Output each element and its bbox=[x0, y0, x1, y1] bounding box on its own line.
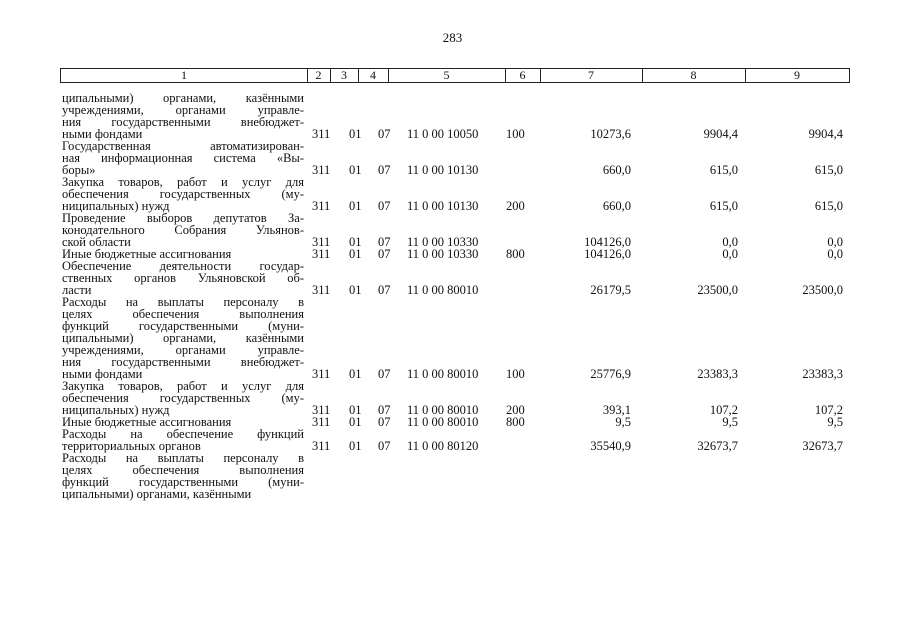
cell-c3: 01 bbox=[349, 439, 362, 453]
description-line: боры» bbox=[62, 163, 96, 177]
description-line: Расходы на обеспечение функций bbox=[62, 427, 304, 441]
table-row bbox=[0, 176, 905, 212]
table-body bbox=[0, 92, 905, 500]
cell-c6: 200 bbox=[506, 199, 525, 213]
cell-c6: 100 bbox=[506, 367, 525, 381]
description-line: Государственная автоматизирован- bbox=[62, 139, 304, 153]
cell-c5: 11 0 00 10330 bbox=[407, 247, 479, 261]
cell-c5: 11 0 00 10130 bbox=[407, 163, 479, 177]
table-row bbox=[0, 260, 905, 296]
cell-c8: 615,0 bbox=[709, 199, 738, 213]
description-line: целях обеспечения выполнения bbox=[62, 307, 304, 321]
cell-c3: 01 bbox=[349, 163, 362, 177]
description-line: Закупка товаров, работ и услуг для bbox=[62, 175, 304, 189]
description-line: функций государственными (муни- bbox=[62, 475, 304, 489]
description-line: Расходы на выплаты персоналу в bbox=[62, 295, 304, 309]
cell-c8: 9904,4 bbox=[703, 127, 738, 141]
cell-c8: 23500,0 bbox=[697, 283, 738, 297]
description-line: конодательного Собрания Ульянов- bbox=[62, 223, 304, 237]
cell-c4: 07 bbox=[378, 199, 391, 213]
description-line: обеспечения государственных (му- bbox=[62, 187, 304, 201]
description-line: функций государственными (муни- bbox=[62, 319, 304, 333]
cell-c2: 311 bbox=[312, 439, 331, 453]
header-col-1: 1 bbox=[61, 69, 308, 82]
description-line: ниципальных) нужд bbox=[62, 403, 170, 417]
cell-c9: 9,5 bbox=[827, 415, 843, 429]
cell-c8: 0,0 bbox=[722, 235, 738, 249]
cell-c5: 11 0 00 80010 bbox=[407, 403, 479, 417]
cell-c6: 800 bbox=[506, 247, 525, 261]
description-line: ными фондами bbox=[62, 127, 143, 141]
header-col-8: 8 bbox=[642, 69, 746, 82]
cell-c7: 104126,0 bbox=[584, 235, 631, 249]
cell-c9: 23500,0 bbox=[802, 283, 843, 297]
cell-c3: 01 bbox=[349, 415, 362, 429]
description-line: ная информационная система «Вы- bbox=[62, 151, 304, 165]
cell-c6: 100 bbox=[506, 127, 525, 141]
description-line: обеспечения государственных (му- bbox=[62, 391, 304, 405]
cell-c2: 311 bbox=[312, 247, 331, 261]
cell-c7: 35540,9 bbox=[590, 439, 631, 453]
cell-c7: 10273,6 bbox=[590, 127, 631, 141]
cell-c8: 107,2 bbox=[709, 403, 738, 417]
cell-c3: 01 bbox=[349, 283, 362, 297]
cell-c4: 07 bbox=[378, 163, 391, 177]
table-row bbox=[0, 428, 905, 452]
description-line: Иные бюджетные ассигнования bbox=[62, 247, 232, 261]
cell-c8: 615,0 bbox=[709, 163, 738, 177]
cell-c8: 23383,3 bbox=[697, 367, 738, 381]
table-row bbox=[0, 296, 905, 380]
cell-c6: 800 bbox=[506, 415, 525, 429]
cell-c9: 23383,3 bbox=[802, 367, 843, 381]
header-col-6: 6 bbox=[505, 69, 541, 82]
cell-c7: 9,5 bbox=[615, 415, 631, 429]
description-line: ципальными) органами, казёнными bbox=[62, 331, 304, 345]
description-line: ния государственными внебюджет- bbox=[62, 115, 304, 129]
description-line: ственных органов Ульяновской об- bbox=[62, 271, 304, 285]
cell-c3: 01 bbox=[349, 247, 362, 261]
header-col-7: 7 bbox=[540, 69, 643, 82]
cell-c8: 9,5 bbox=[722, 415, 738, 429]
cell-c5: 11 0 00 10330 bbox=[407, 235, 479, 249]
cell-c4: 07 bbox=[378, 283, 391, 297]
table-row bbox=[0, 380, 905, 416]
cell-c2: 311 bbox=[312, 163, 331, 177]
cell-c8: 32673,7 bbox=[697, 439, 738, 453]
table-row bbox=[0, 92, 905, 140]
cell-c3: 01 bbox=[349, 367, 362, 381]
cell-c2: 311 bbox=[312, 403, 331, 417]
cell-c7: 660,0 bbox=[602, 163, 631, 177]
cell-c7: 26179,5 bbox=[590, 283, 631, 297]
description-line: учреждениями, органами управле- bbox=[62, 103, 304, 117]
cell-c2: 311 bbox=[312, 235, 331, 249]
cell-c4: 07 bbox=[378, 247, 391, 261]
cell-c6: 200 bbox=[506, 403, 525, 417]
description-line: Расходы на выплаты персоналу в bbox=[62, 451, 304, 465]
cell-c9: 0,0 bbox=[827, 247, 843, 261]
cell-c5: 11 0 00 80010 bbox=[407, 283, 479, 297]
header-col-4: 4 bbox=[358, 69, 389, 82]
header-col-5: 5 bbox=[388, 69, 506, 82]
description-line: Иные бюджетные ассигнования bbox=[62, 415, 232, 429]
description-line: ния государственными внебюджет- bbox=[62, 355, 304, 369]
cell-c5: 11 0 00 80120 bbox=[407, 439, 479, 453]
description-line: ными фондами bbox=[62, 367, 143, 381]
table-row bbox=[0, 452, 905, 500]
header-col-2: 2 bbox=[307, 69, 331, 82]
cell-c7: 25776,9 bbox=[590, 367, 631, 381]
description-line: ниципальных) нужд bbox=[62, 199, 170, 213]
cell-c2: 311 bbox=[312, 127, 331, 141]
cell-c5: 11 0 00 10050 bbox=[407, 127, 479, 141]
cell-c4: 07 bbox=[378, 235, 391, 249]
cell-c7: 104126,0 bbox=[584, 247, 631, 261]
cell-c4: 07 bbox=[378, 415, 391, 429]
description-line: ласти bbox=[62, 283, 92, 297]
cell-c9: 107,2 bbox=[814, 403, 843, 417]
cell-c4: 07 bbox=[378, 127, 391, 141]
cell-c3: 01 bbox=[349, 199, 362, 213]
cell-c7: 393,1 bbox=[602, 403, 631, 417]
cell-c9: 9904,4 bbox=[808, 127, 843, 141]
description-line: учреждениями, органами управле- bbox=[62, 343, 304, 357]
cell-c5: 11 0 00 10130 bbox=[407, 199, 479, 213]
row-values bbox=[0, 488, 905, 500]
description-line: Обеспечение деятельности государ- bbox=[62, 259, 304, 273]
cell-c9: 615,0 bbox=[814, 199, 843, 213]
table-row bbox=[0, 212, 905, 248]
description-line: ципальными) органами, казёнными bbox=[62, 91, 304, 105]
description-line: ской области bbox=[62, 235, 131, 249]
cell-c8: 0,0 bbox=[722, 247, 738, 261]
table-row bbox=[0, 140, 905, 176]
table-header bbox=[60, 68, 850, 83]
cell-c4: 07 bbox=[378, 403, 391, 417]
page-number: 283 bbox=[442, 30, 463, 45]
cell-c9: 615,0 bbox=[814, 163, 843, 177]
cell-c9: 0,0 bbox=[827, 235, 843, 249]
cell-c9: 32673,7 bbox=[802, 439, 843, 453]
cell-c7: 660,0 bbox=[602, 199, 631, 213]
header-col-3: 3 bbox=[330, 69, 359, 82]
description-line: Закупка товаров, работ и услуг для bbox=[62, 379, 304, 393]
cell-c2: 311 bbox=[312, 199, 331, 213]
cell-c4: 07 bbox=[378, 367, 391, 381]
cell-c2: 311 bbox=[312, 415, 331, 429]
description-line: территориальных органов bbox=[62, 439, 201, 453]
cell-c2: 311 bbox=[312, 367, 331, 381]
cell-c3: 01 bbox=[349, 127, 362, 141]
cell-c2: 311 bbox=[312, 283, 331, 297]
cell-c4: 07 bbox=[378, 439, 391, 453]
header-col-9: 9 bbox=[794, 68, 800, 82]
cell-c5: 11 0 00 80010 bbox=[407, 367, 479, 381]
cell-c3: 01 bbox=[349, 235, 362, 249]
description-line: целях обеспечения выполнения bbox=[62, 463, 304, 477]
cell-c5: 11 0 00 80010 bbox=[407, 415, 479, 429]
description-line: ципальными) органами, казёнными bbox=[62, 487, 252, 501]
description-line: Проведение выборов депутатов За- bbox=[62, 211, 304, 225]
cell-c3: 01 bbox=[349, 403, 362, 417]
